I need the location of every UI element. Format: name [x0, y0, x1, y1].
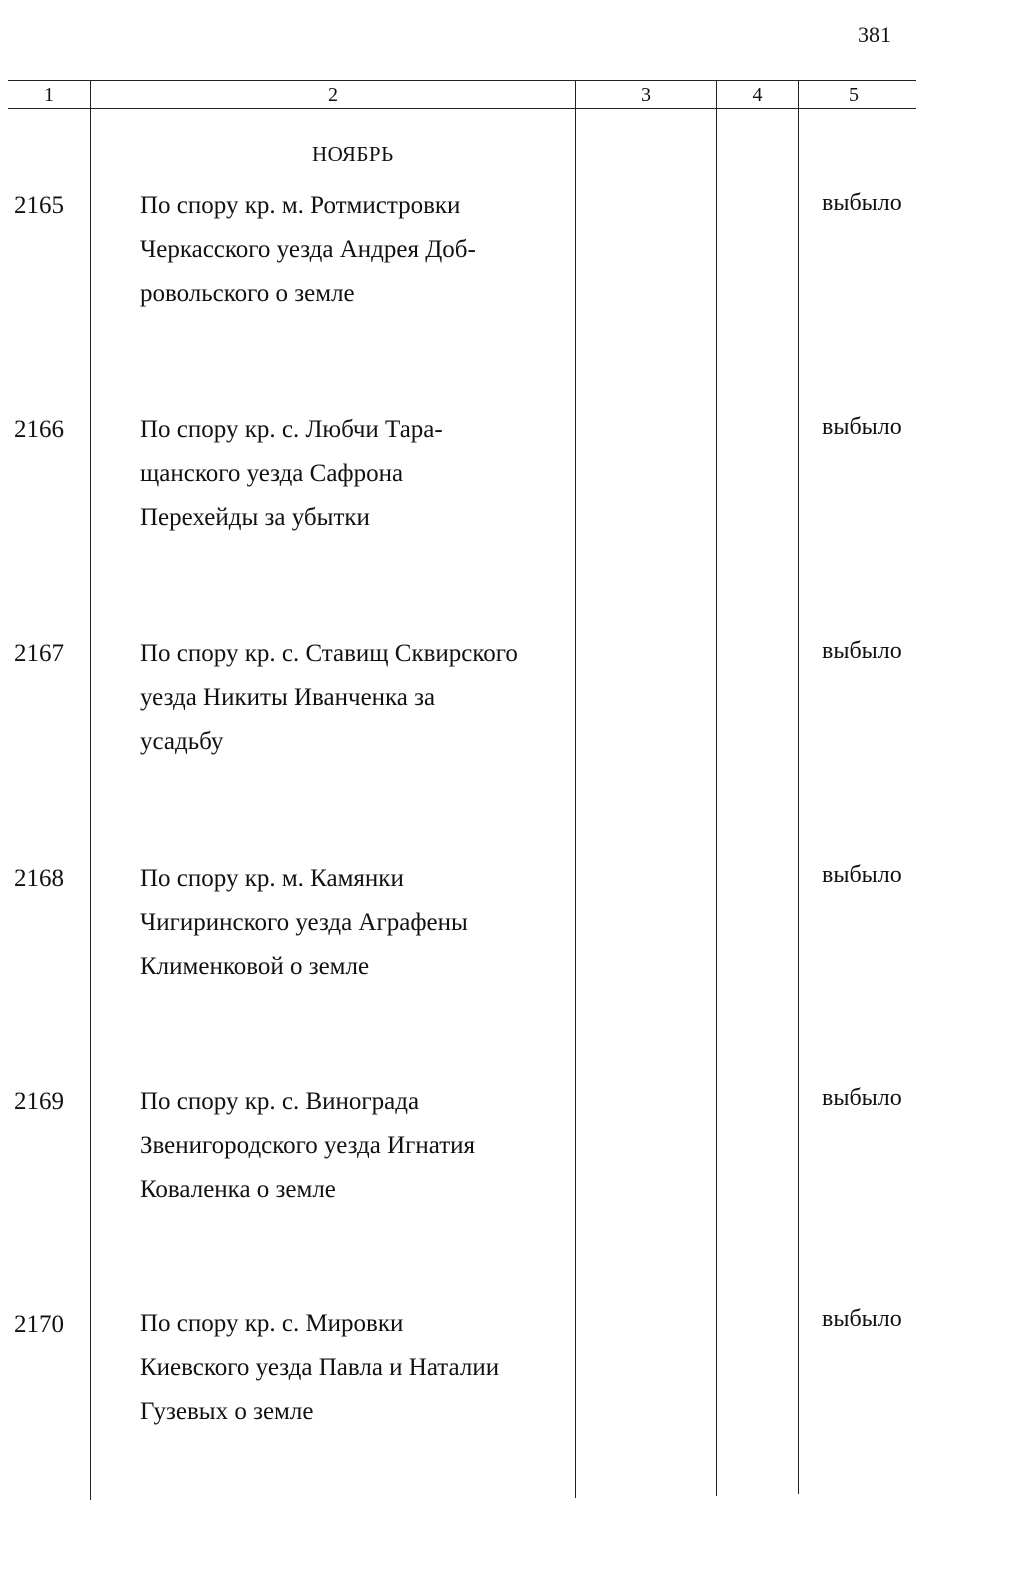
entry-text: По спору кр. с. Любчи Тара- щанского уезда Сафрона Перехейды за убытки	[140, 416, 443, 531]
entry-text: По спору кр. м. Камянки Чигиринского уезда Аграфены Клименковой о земле	[140, 865, 468, 980]
table-top-rule	[8, 80, 916, 81]
entry-text: По спору кр. с. Мировки Киевского уезда Павла и Наталии Гузевых о земле	[140, 1310, 500, 1425]
entry-text: По спору кр. м. Ротмистровки Черкасского уезда Андрея Доб- ровольского о земле	[140, 192, 476, 307]
entry-number: 2165	[14, 192, 64, 219]
entry-status: выбыло	[822, 862, 902, 888]
entry-number: 2169	[14, 1088, 64, 1115]
entry-text: По спору кр. с. Винограда Звенигородского уезда Игнатия Коваленка о земле	[140, 1088, 476, 1203]
page-number: 381	[858, 22, 891, 47]
column-header-5: 5	[849, 84, 859, 106]
entry-number: 2167	[14, 640, 64, 667]
column-header-4: 4	[752, 84, 763, 106]
entry-status: выбыло	[822, 1085, 902, 1111]
entry-number: 2168	[14, 865, 64, 892]
column-header-1: 1	[44, 84, 54, 106]
table-header-rule	[8, 108, 916, 109]
column-header-3: 3	[641, 84, 651, 106]
column-header-2: 2	[328, 84, 338, 106]
entry-status: выбыло	[822, 638, 902, 664]
entry-number: 2166	[14, 416, 64, 443]
column-divider	[575, 80, 576, 1498]
column-divider	[716, 80, 717, 1496]
entry-status: выбыло	[822, 1306, 902, 1332]
entry-number: 2170	[14, 1311, 64, 1338]
column-divider	[798, 80, 799, 1494]
entry-text: По спору кр. с. Ставищ Сквирского уезда Никиты Иванченка за усадьбу	[140, 640, 518, 755]
section-title: НОЯБРЬ	[312, 142, 394, 166]
column-divider	[90, 80, 91, 1500]
entry-status: выбыло	[822, 190, 902, 216]
entry-status: выбыло	[822, 414, 902, 440]
